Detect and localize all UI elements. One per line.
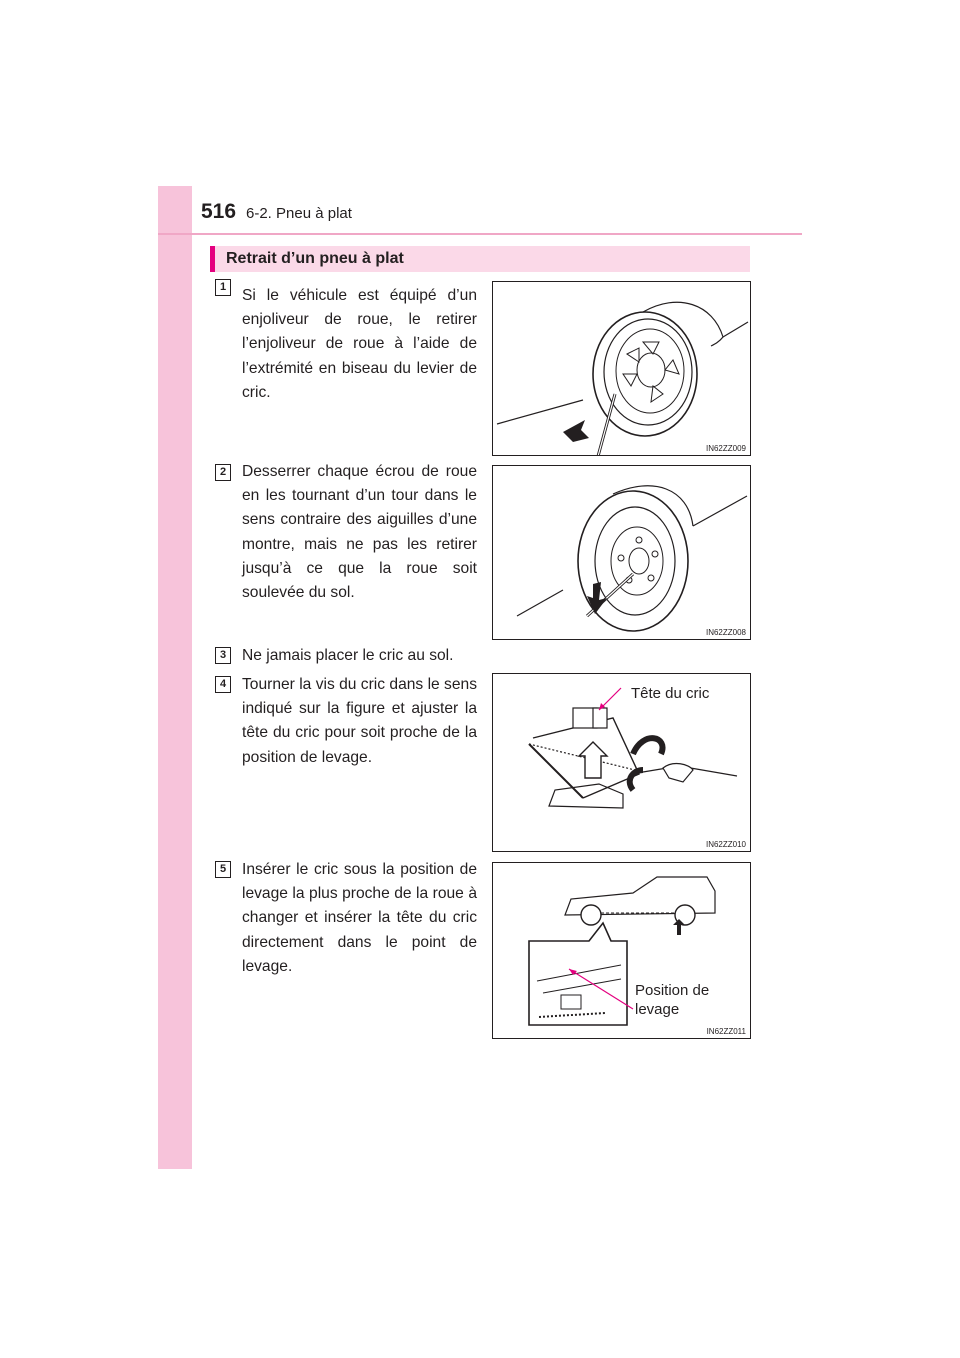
step-text-3: Ne jamais placer le cric au sol. [242, 647, 454, 664]
figure-code: IN62ZZ011 [706, 1027, 746, 1036]
step-number-5: 5 [215, 861, 231, 878]
step-number-4: 4 [215, 676, 231, 693]
figure-loosen-wheel-nuts [492, 465, 751, 640]
step-text-1: Si le véhicule est équipé d’un enjoliveur de roue, le retirer l’enjoliveur de roue à l’aide de l’extrémité en biseau du levier de cric. [242, 287, 477, 401]
figure-code: IN62ZZ010 [705, 840, 746, 849]
callout-jack-head: Tête du cric [631, 685, 710, 702]
step-number-1: 1 [215, 279, 231, 296]
figure-remove-wheel-cap [492, 281, 751, 456]
figure-insert-jack [492, 862, 751, 1039]
step-number-3: 3 [215, 647, 231, 664]
figure-adjust-jack [492, 673, 751, 852]
chapter-sidebar-tab [158, 186, 192, 1169]
section-accent [210, 246, 215, 272]
step-text-2: Desserrer chaque écrou de roue en les tournant d’un tour dans le sens contraire des aiguilles d’une montre, mais ne pas les retirer jusqu’à ce que la roue soit soulevée du sol. [242, 463, 477, 602]
step-text-5: Insérer le cric sous la position de levage la plus proche de la roue à changer et insérer la tête du cric directement dans le point de levage. [242, 861, 477, 975]
chapter-title: 6-2. Pneu à plat [246, 205, 352, 222]
step-text-4: Tourner la vis du cric dans le sens indiqué sur la figure et ajuster la tête du cric pour soit proche de la position de levage. [242, 676, 477, 766]
step-number-2: 2 [215, 464, 231, 481]
section-header [210, 246, 750, 272]
page-number: 516 [201, 200, 237, 223]
header-divider [158, 233, 802, 235]
figure-code: IN62ZZ009 [705, 444, 746, 453]
callout-line-1: Position de [635, 982, 710, 999]
section-title: Retrait d’un pneu à plat [226, 250, 404, 267]
figure-code: IN62ZZ008 [705, 628, 746, 637]
callout-line-2: levage [635, 1001, 680, 1018]
callout-lifting-point [635, 981, 709, 1019]
